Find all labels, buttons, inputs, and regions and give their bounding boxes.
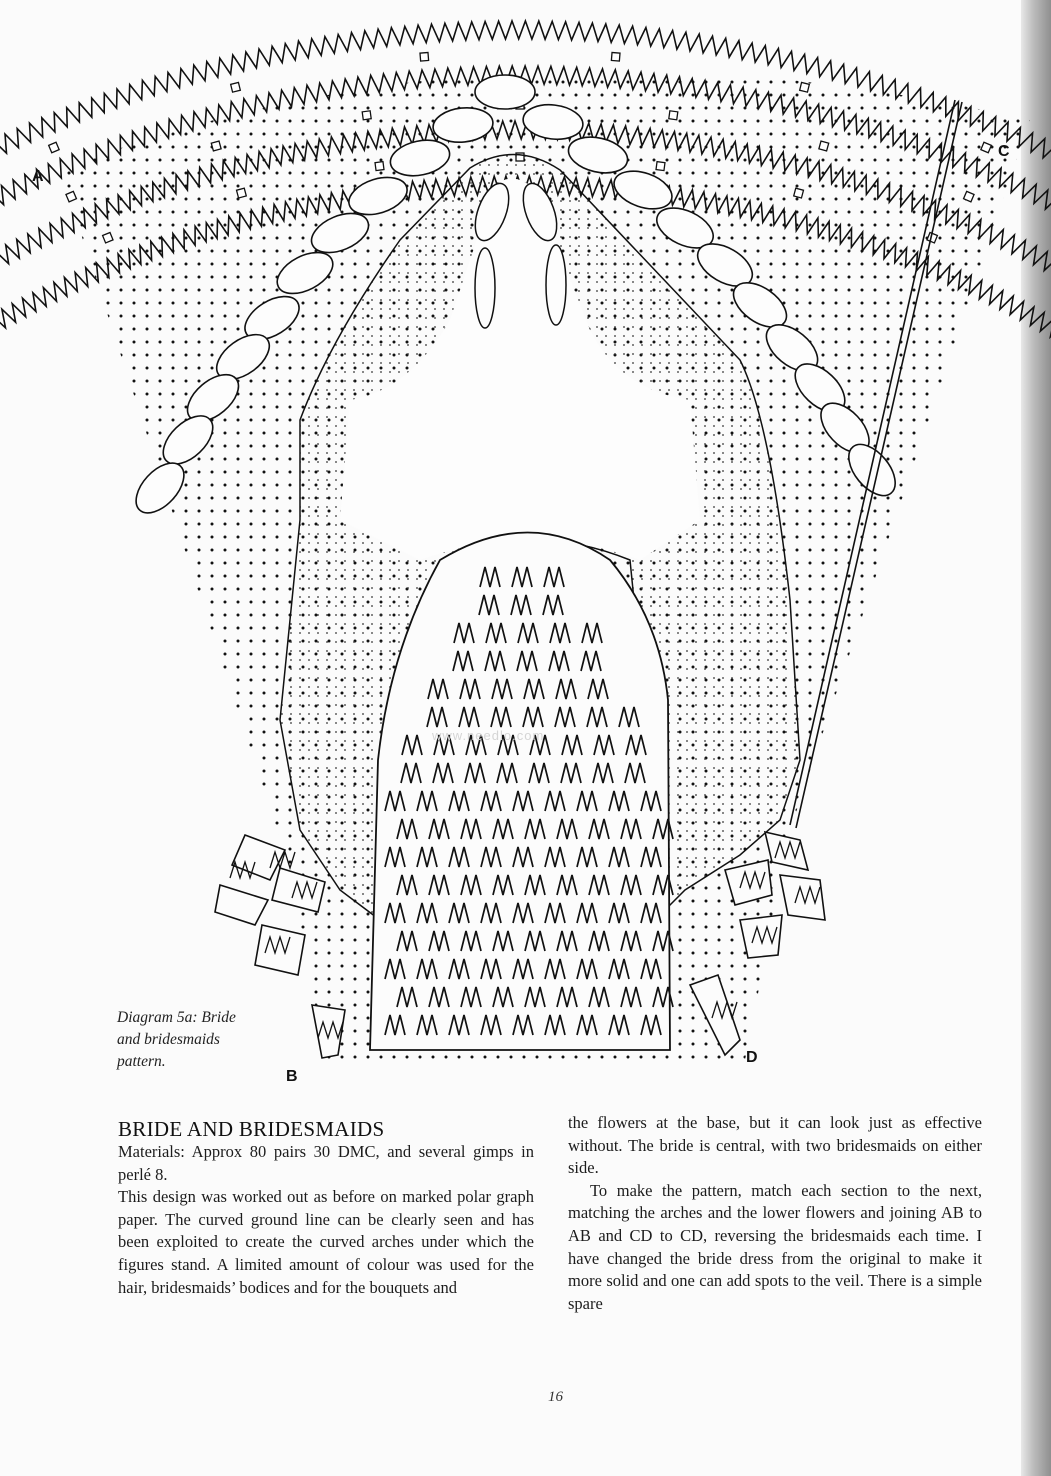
paragraph: To make the pattern, match each section to the next, matching the arches and the lower flowers and joining AB to AB and CD to CD, reversing the bridesmaids each time. I have changed the bride dress from the original to make it more solid and one can add spots to the veil. There is a simple spare bbox=[568, 1180, 982, 1313]
article-title: BRIDE AND BRIDESMAIDS bbox=[118, 1117, 385, 1141]
point-label-a: A bbox=[32, 168, 44, 185]
caption-line: Diagram 5a: Bride bbox=[117, 1009, 236, 1026]
paragraph: This design was worked out as before on marked polar graph paper. The curved ground line can be clearly seen and has been exploited to create the curved arches under which the figures stand. A limited amount of colour was used for the hair, bridesmaids’ bodices and for the bouquets and bbox=[118, 1187, 534, 1297]
text-column-left bbox=[118, 1141, 534, 1299]
caption-line: pattern. bbox=[117, 1053, 166, 1070]
diagram-caption bbox=[117, 1007, 287, 1073]
page-number: 16 bbox=[548, 1389, 563, 1405]
paragraph: Materials: Approx 80 pairs 30 DMC, and several gimps in perlé 8. bbox=[118, 1142, 534, 1184]
paragraph: the flowers at the base, but it can look just as effective without. The bride is central, with two bridesmaids on either side. bbox=[568, 1113, 982, 1178]
point-label-c: C bbox=[998, 143, 1010, 160]
caption-line: and bridesmaids bbox=[117, 1031, 220, 1048]
watermark: www.needlo.com bbox=[432, 728, 545, 743]
text-column-right bbox=[568, 1112, 982, 1315]
point-label-d: D bbox=[746, 1049, 758, 1066]
point-label-b: B bbox=[286, 1068, 298, 1085]
